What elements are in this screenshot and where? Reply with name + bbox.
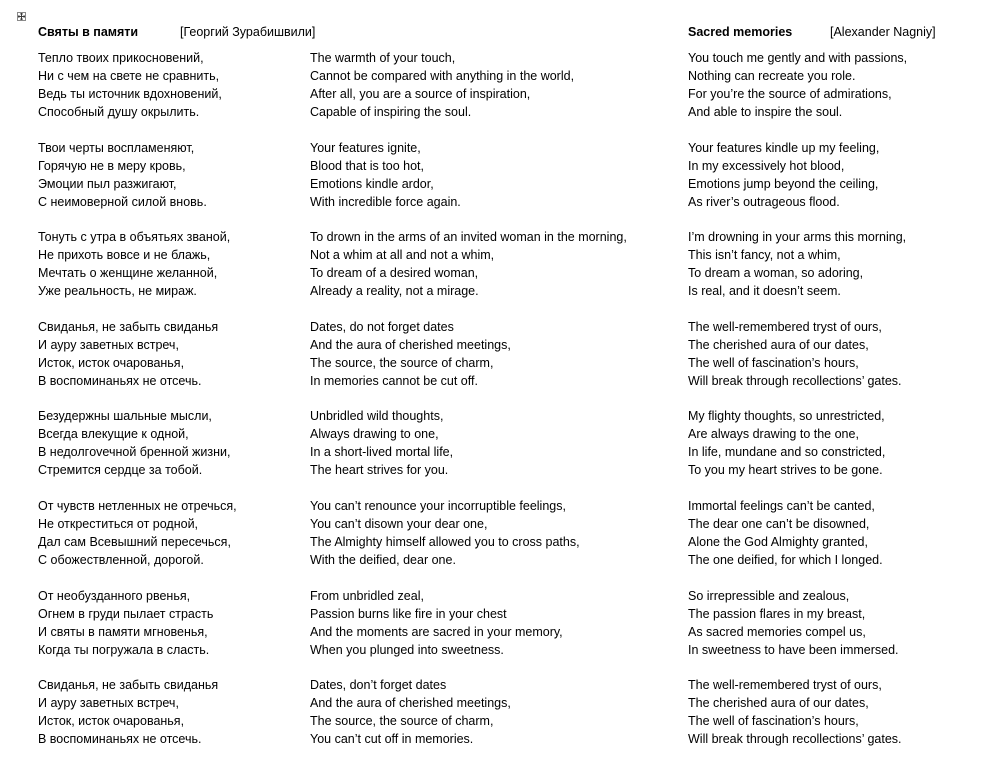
- literal-poem-line: Passion burns like fire in your chest: [310, 606, 507, 621]
- table-move-handle[interactable]: [17, 12, 26, 21]
- english-poem-line: The well of fascination’s hours,: [688, 714, 859, 729]
- literal-poem-line: Capable of inspiring the soul.: [310, 105, 472, 119]
- literal-poem-line: And the aura of cherished meetings,: [310, 696, 511, 711]
- english-poem-line: The cherished aura of our dates,: [688, 337, 869, 352]
- english-poem-line: The one deified, for which I longed.: [688, 552, 883, 567]
- literal-poem-line: You can’t cut off in memories.: [310, 732, 474, 747]
- english-poem-line: In my excessively hot blood,: [688, 158, 845, 173]
- english-poem-line: Your features kindle up my feeling,: [688, 140, 880, 155]
- russian-poem-line: Свиданья, не забыть свиданья: [38, 678, 219, 693]
- english-stanza: [688, 318, 907, 390]
- russian-stanza: [38, 587, 237, 659]
- english-poem-line: This isn’t fancy, not a whim,: [688, 248, 841, 263]
- russian-stanza: [38, 407, 237, 479]
- literal-stanza: [310, 497, 627, 569]
- literal-poem-line: Blood that is too hot,: [310, 158, 424, 173]
- english-title: Sacred memories: [688, 25, 793, 39]
- english-poem-line: The passion flares in my breast,: [688, 606, 866, 621]
- russian-author: [Георгий Зурабишвили]: [180, 25, 316, 39]
- literal-poem-line: Emotions kindle ardor,: [310, 176, 434, 191]
- english-poem-line: Will break through recollections’ gates.: [688, 732, 902, 747]
- literal-stanza: [310, 49, 627, 121]
- russian-poem-line: С обожествленной, дорогой.: [38, 552, 204, 567]
- english-poem-line: In sweetness to have been immersed.: [688, 642, 899, 657]
- english-stanza: [688, 587, 907, 659]
- literal-poem-line: Always drawing to one,: [310, 427, 439, 442]
- russian-poem-column: [38, 49, 237, 766]
- english-poem-line: I’m drowning in your arms this morning,: [688, 230, 907, 245]
- russian-poem-line: Огнем в груди пылает страсть: [38, 606, 214, 621]
- russian-poem-line: Способный душу окрылить.: [38, 105, 200, 119]
- english-stanza: [688, 228, 907, 300]
- literal-poem-line: To drown in the arms of an invited woman in the morning,: [310, 230, 627, 245]
- russian-poem-line: От необузданного рвенья,: [38, 588, 191, 603]
- russian-stanza: [38, 497, 237, 569]
- literal-poem-line: With the deified, dear one.: [310, 552, 456, 567]
- literal-poem-line: The Almighty himself allowed you to cross paths,: [310, 534, 580, 549]
- english-poem-column: [688, 49, 907, 766]
- literal-poem-line: Cannot be compared with anything in the world,: [310, 69, 575, 83]
- literal-poem-line: Already a reality, not a mirage.: [310, 284, 479, 299]
- literal-stanza: [310, 139, 627, 211]
- literal-poem-line: After all, you are a source of inspiration,: [310, 87, 531, 101]
- literal-stanza: [310, 676, 627, 748]
- russian-poem-line: Исток, исток очарованья,: [38, 714, 185, 729]
- russian-poem-line: В воспоминаньях не отсечь.: [38, 373, 202, 388]
- russian-poem-line: И святы в памяти мгновенья,: [38, 624, 208, 639]
- english-poem-line: So irrepressible and zealous,: [688, 588, 850, 603]
- russian-poem-line: Безудержны шальные мысли,: [38, 409, 212, 424]
- russian-title: Святы в памяти: [38, 25, 139, 39]
- literal-poem-line: And the aura of cherished meetings,: [310, 337, 511, 352]
- literal-poem-line: The source, the source of charm,: [310, 714, 494, 729]
- russian-poem-line: Ни с чем на свете не сравнить,: [38, 69, 220, 83]
- english-stanza: [688, 139, 907, 211]
- russian-stanza: [38, 139, 237, 211]
- english-poem-line: Alone the God Almighty granted,: [688, 534, 868, 549]
- english-poem-line: The well-remembered tryst of ours,: [688, 678, 882, 693]
- english-poem-line: To you my heart strives to be gone.: [688, 463, 883, 478]
- russian-stanza: [38, 49, 237, 121]
- literal-stanza: [310, 318, 627, 390]
- russian-poem-line: Всегда влекущие к одной,: [38, 427, 189, 442]
- literal-poem-line: With incredible force again.: [310, 194, 461, 209]
- english-poem-line: As sacred memories compel us,: [688, 624, 866, 639]
- russian-poem-line: Стремится сердце за тобой.: [38, 463, 203, 478]
- literal-poem-line: Not a whim at all and not a whim,: [310, 248, 495, 263]
- russian-poem-line: И ауру заветных встреч,: [38, 696, 179, 711]
- literal-poem-line: The warmth of your touch,: [310, 51, 456, 65]
- literal-stanza: [310, 407, 627, 479]
- english-poem-line: The well of fascination’s hours,: [688, 355, 859, 370]
- russian-poem-line: Свиданья, не забыть свиданья: [38, 319, 219, 334]
- literal-poem-line: You can’t disown your dear one,: [310, 516, 488, 531]
- english-poem-line: For you’re the source of admirations,: [688, 87, 892, 101]
- english-poem-line: Will break through recollections’ gates.: [688, 373, 902, 388]
- english-poem-line: And able to inspire the soul.: [688, 105, 843, 119]
- english-poem-line: You touch me gently and with passions,: [688, 51, 908, 65]
- literal-poem-line: Your features ignite,: [310, 140, 421, 155]
- literal-poem-line: Dates, don’t forget dates: [310, 678, 447, 693]
- english-poem-line: As river’s outrageous flood.: [688, 194, 840, 209]
- english-poem-line: To dream a woman, so adoring,: [688, 266, 864, 281]
- english-poem-line: Nothing can recreate you role.: [688, 69, 856, 83]
- russian-stanza: [38, 228, 237, 300]
- russian-poem-line: Когда ты погружала в сласть.: [38, 642, 210, 657]
- literal-translation-column: [310, 49, 627, 766]
- english-poem-line: Is real, and it doesn’t seem.: [688, 284, 841, 299]
- english-poem-line: My flighty thoughts, so unrestricted,: [688, 409, 885, 424]
- russian-poem-line: Не откреститься от родной,: [38, 516, 199, 531]
- english-poem-line: The dear one can’t be disowned,: [688, 516, 870, 531]
- literal-poem-line: To dream of a desired woman,: [310, 266, 479, 281]
- russian-poem-line: От чувств нетленных не отречься,: [38, 498, 237, 513]
- literal-poem-line: You can’t renounce your incorruptible feelings,: [310, 498, 566, 513]
- russian-poem-line: Исток, исток очарованья,: [38, 355, 185, 370]
- literal-poem-line: In memories cannot be cut off.: [310, 373, 478, 388]
- russian-poem-line: Дал сам Всевышний пересечься,: [38, 534, 231, 549]
- russian-stanza: [38, 676, 237, 748]
- literal-poem-line: And the moments are sacred in your memory,: [310, 624, 563, 639]
- russian-poem-line: В недолгovечной бренной жизни,: [38, 445, 231, 460]
- literal-poem-line: When you plunged into sweetness.: [310, 642, 504, 657]
- russian-poem-line: Тонуть с утра в объятьях званой,: [38, 230, 231, 245]
- english-author: [Alexander Nagniy]: [830, 25, 936, 39]
- russian-poem-line: Горячую не в меру кровь,: [38, 158, 186, 173]
- english-poem-line: The cherished aura of our dates,: [688, 696, 869, 711]
- english-poem-line: Emotions jump beyond the ceiling,: [688, 176, 879, 191]
- russian-poem-line: Не прихоть вовсе и не блажь,: [38, 248, 211, 263]
- english-poem-line: Are always drawing to the one,: [688, 427, 859, 442]
- russian-poem-line: Ведь ты источник вдохновений,: [38, 87, 222, 101]
- russian-poem-line: И ауру заветных встреч,: [38, 337, 179, 352]
- english-poem-line: In life, mundane and so constricted,: [688, 445, 886, 460]
- literal-poem-line: In a short-lived mortal life,: [310, 445, 454, 460]
- russian-poem-line: Твои черты воспламеняют,: [38, 140, 195, 155]
- literal-poem-line: From unbridled zeal,: [310, 588, 424, 603]
- literal-stanza: [310, 587, 627, 659]
- russian-poem-line: Уже реальность, не мираж.: [38, 284, 197, 299]
- literal-poem-line: Dates, do not forget dates: [310, 319, 454, 334]
- russian-poem-line: В воспоминаньях не отсечь.: [38, 732, 202, 747]
- english-stanza: [688, 49, 907, 121]
- literal-poem-line: The source, the source of charm,: [310, 355, 494, 370]
- literal-poem-line: The heart strives for you.: [310, 463, 449, 478]
- english-poem-line: Immortal feelings can’t be canted,: [688, 498, 875, 513]
- russian-stanza: [38, 318, 237, 390]
- english-stanza: [688, 676, 907, 748]
- russian-poem-line: Мечтать о женщине желанной,: [38, 266, 218, 281]
- russian-poem-line: С неимоверной силой вновь.: [38, 194, 207, 209]
- english-stanza: [688, 407, 907, 479]
- literal-stanza: [310, 228, 627, 300]
- move-arrows-icon: [18, 13, 25, 20]
- russian-poem-line: Тепло твоих прикосновений,: [38, 51, 204, 65]
- english-poem-line: The well-remembered tryst of ours,: [688, 319, 882, 334]
- english-stanza: [688, 497, 907, 569]
- russian-poem-line: Эмоции пыл разжигают,: [38, 176, 177, 191]
- literal-poem-line: Unbridled wild thoughts,: [310, 409, 444, 424]
